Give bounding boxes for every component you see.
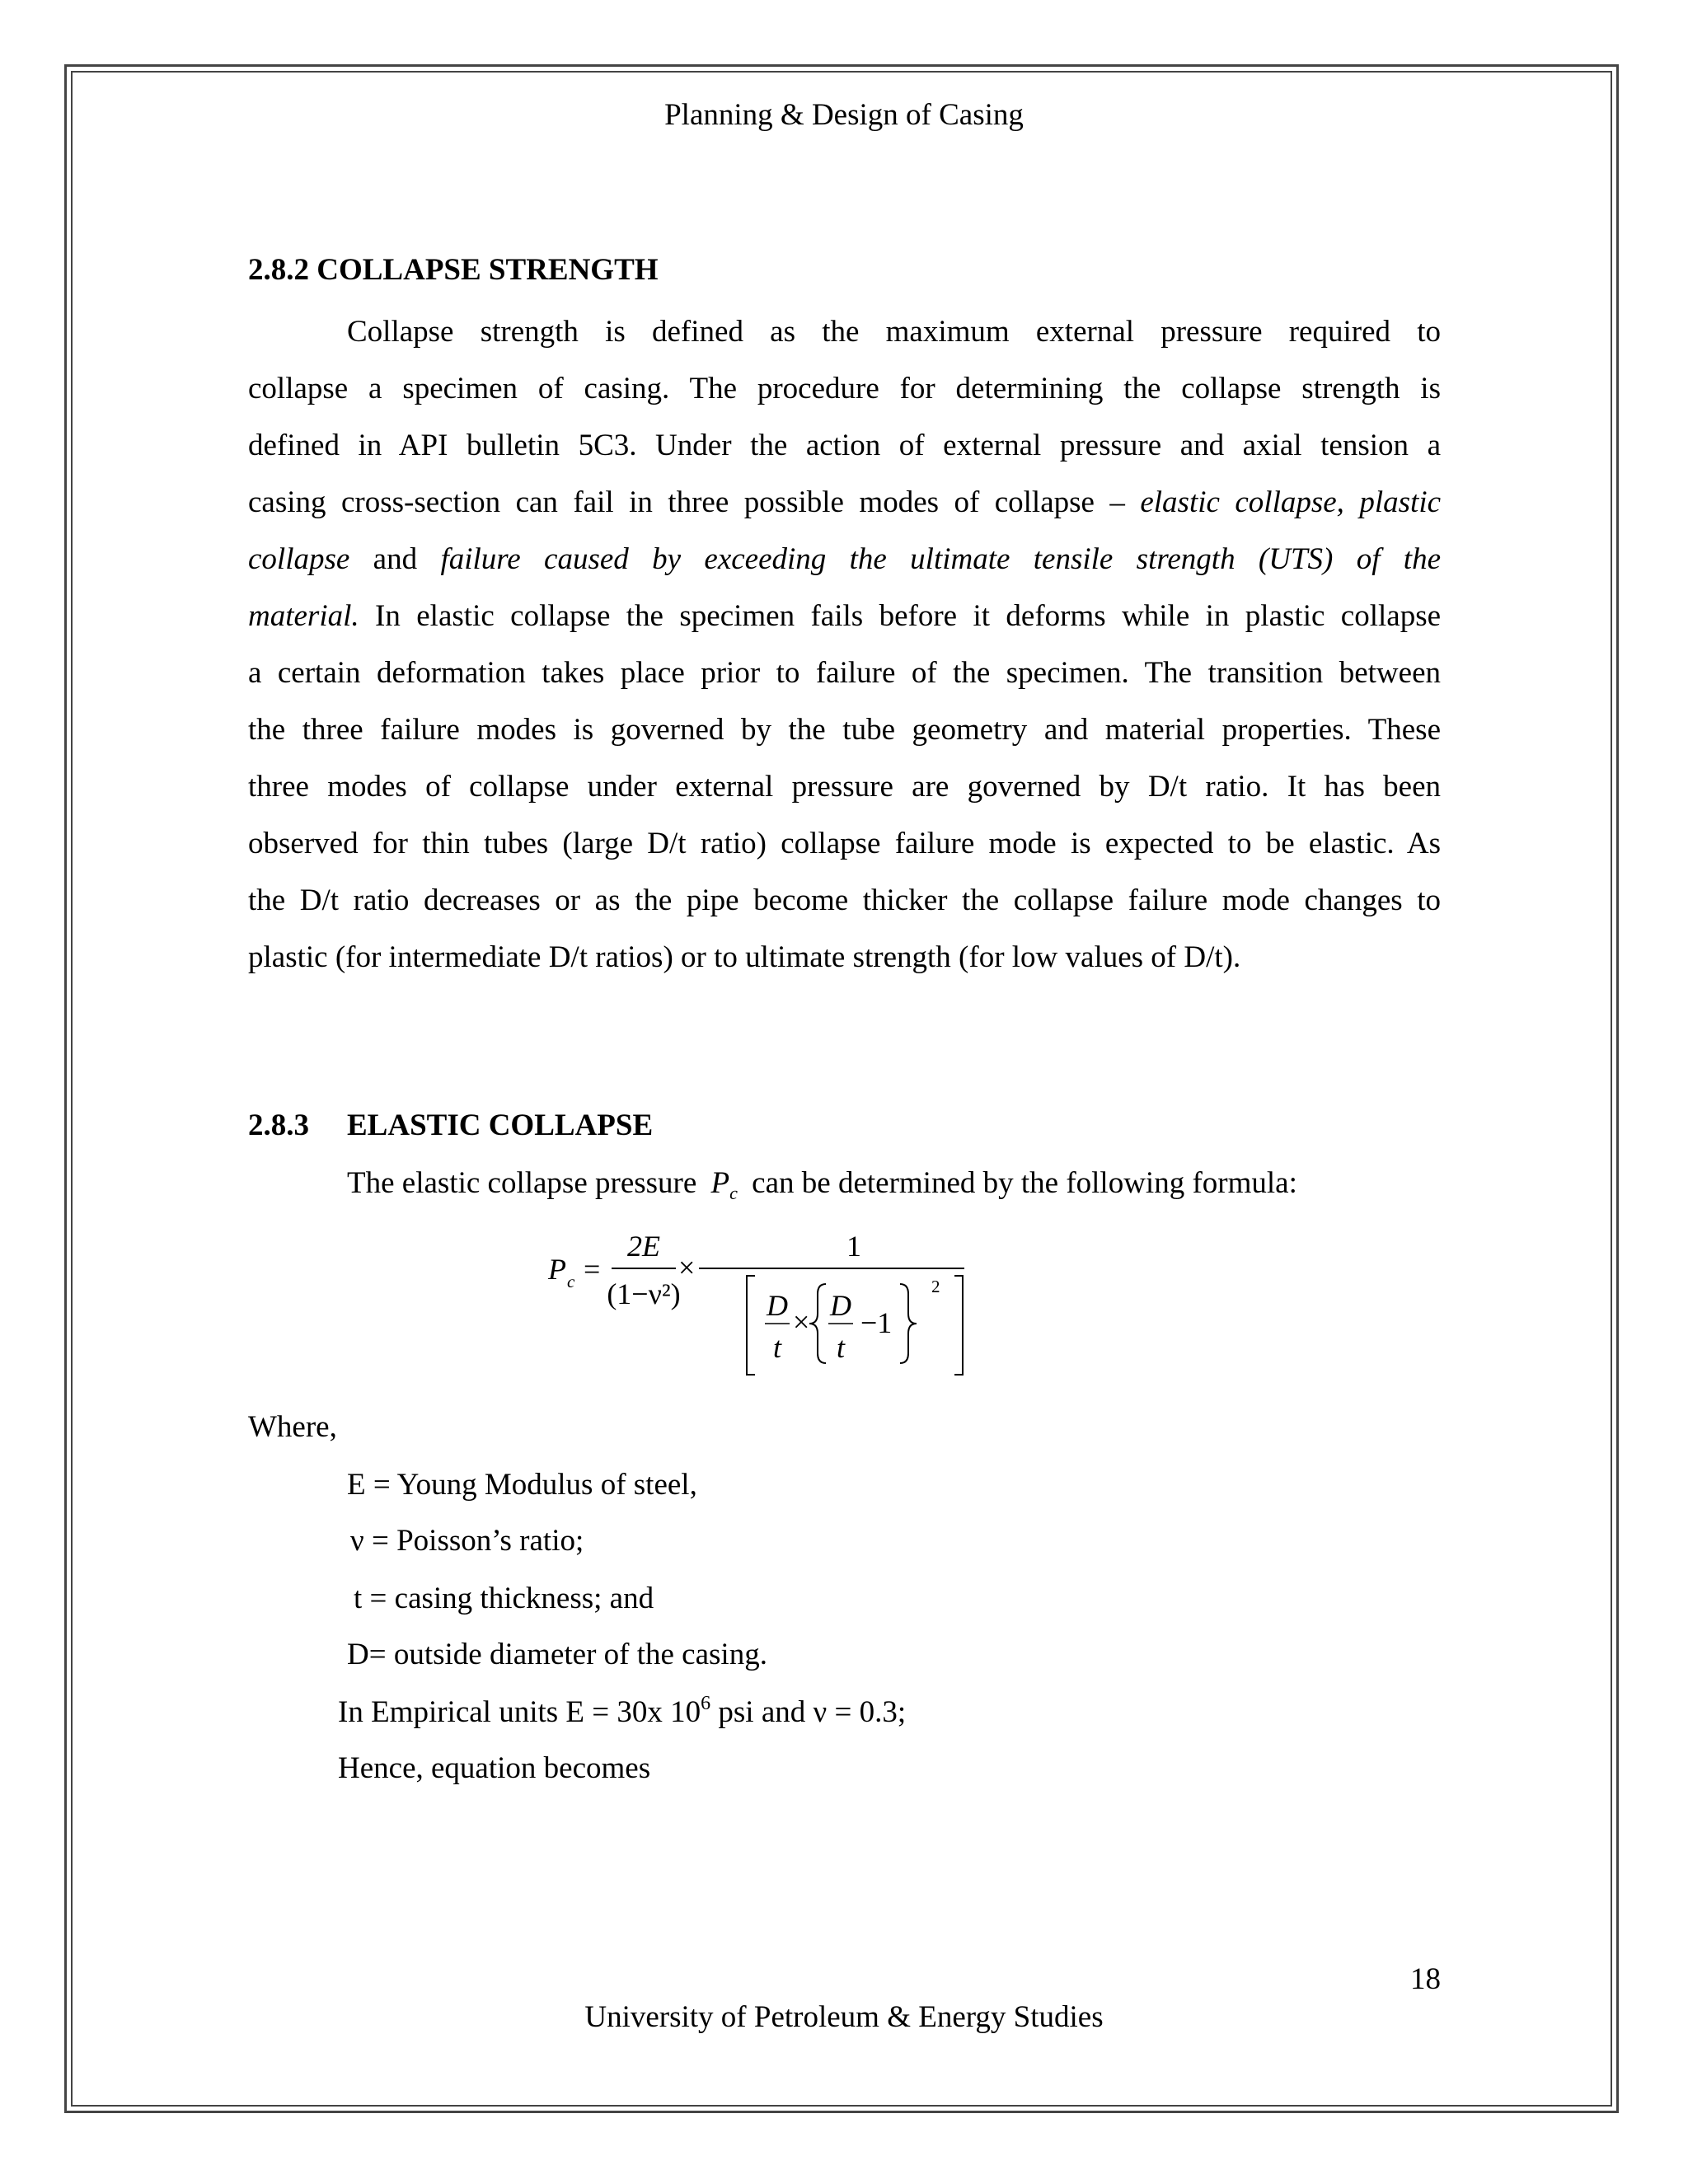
definition-e: E = Young Modulus of steel, [347,1468,697,1502]
paragraph-line [248,531,1441,588]
formula-equals: = [584,1253,601,1286]
paragraph-line: the D/t ratio decreases or as the pipe become thicker the collapse failure mode changes to [248,883,1441,917]
formula-lhs-subscript: c [567,1272,575,1291]
elastic-collapse-intro [347,1165,1297,1204]
collapse-strength-paragraph [248,303,1441,986]
paragraph-line: three modes of collapse under external pressure are governed by D/t ratio. It has been [248,770,1441,804]
formula-exponent: 2 [931,1277,940,1296]
formula-lhs: P [548,1253,566,1286]
left-curly-brace [809,1284,826,1363]
empirical-text: In Empirical units E = 30x 10 [338,1695,701,1729]
definition-nu: ν = Poisson’s ratio; [350,1524,584,1558]
paragraph-line: a certain deformation takes place prior to failure of the specimen. The transition between [248,656,1441,690]
where-label: Where, [248,1410,337,1444]
formula-d: D [830,1289,851,1322]
section-heading-elastic-collapse: ELASTIC COLLAPSE [347,1108,654,1142]
definition-t: t = casing thickness; and [354,1582,654,1615]
right-square-bracket [954,1276,963,1375]
paragraph-text: In elastic collapse the specimen fails before it deforms while in plastic collapse [375,599,1442,633]
right-curly-brace [900,1284,917,1363]
paragraph-line: the three failure modes is governed by the tube geometry and material properties. These [248,713,1441,747]
formula-times: × [793,1305,810,1338]
section-number-elastic-collapse: 2.8.3 [248,1108,309,1142]
paragraph-line [248,588,1441,644]
paragraph-italic-text: material. [248,599,359,633]
paragraph-line: defined in API bulletin 5C3. Under the action of external pressure and axial tension a [248,429,1441,462]
page-number: 18 [1410,1962,1441,1996]
formula-numerator-one: 1 [846,1230,861,1263]
paragraph-line: plastic (for intermediate D/t ratios) or to ultimate strength (for low values of D/t). [248,940,1241,974]
empirical-text: psi and ν = 0.3; [710,1695,907,1729]
section-heading-collapse-strength: 2.8.2 COLLAPSE STRENGTH [248,253,659,287]
paragraph-text: and [373,542,418,576]
hence-line: Hence, equation becomes [338,1751,651,1785]
formula-t: t [772,1331,782,1364]
formula-numerator-2e: 2E [627,1230,660,1263]
paragraph-italic-text: failure caused by exceeding the ultimate tensile strength (UTS) of the [440,542,1442,576]
page-footer: University of Petroleum & Energy Studies [584,2000,1104,2034]
definition-d: D= outside diameter of the casing. [347,1638,767,1671]
formula-t: t [836,1331,846,1364]
paragraph-line: collapse a specimen of casing. The procedure for determining the collapse strength is [248,372,1441,405]
paragraph-italic-text: elastic collapse, plastic [1140,485,1442,519]
paragraph-line: Collapse strength is defined as the maximum external pressure required to [347,315,1441,349]
paragraph-italic-text: collapse [248,542,350,576]
paragraph-line: observed for thin tubes (large D/t ratio) collapse failure mode is expected to be elastic. As [248,827,1441,860]
empirical-exponent: 6 [701,1693,711,1714]
elastic-collapse-formula [544,1228,973,1393]
intro-text: The elastic collapse pressure [347,1166,697,1200]
intro-text: can be determined by the following formula: [752,1166,1297,1200]
formula-d: D [767,1289,788,1322]
page-header: Planning & Design of Casing [664,98,1024,132]
formula-denominator: (1−ν²) [607,1277,681,1310]
formula-minus-one: −1 [860,1306,893,1339]
pressure-symbol-subscript: c [729,1183,738,1203]
left-square-bracket [747,1276,755,1375]
paragraph-line [248,474,1441,531]
formula-times: × [678,1251,696,1284]
pressure-symbol: P [710,1166,730,1200]
paragraph-text: casing cross-section can fail in three possible modes of collapse – [248,485,1125,519]
empirical-units-line [338,1694,906,1730]
